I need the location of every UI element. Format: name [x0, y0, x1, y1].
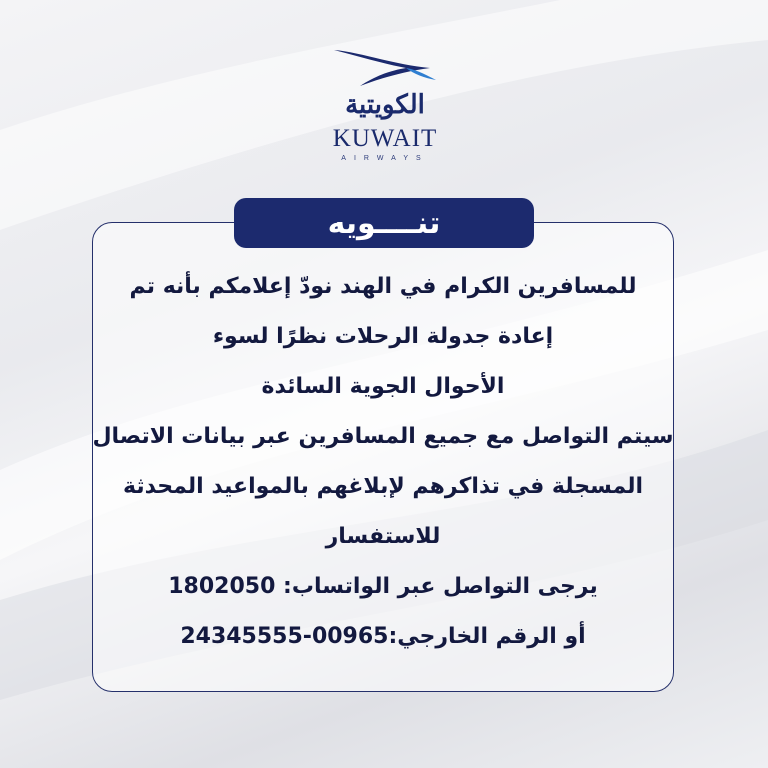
notice-line-phone: أو الرقم الخارجي:00965-24345555 [180, 624, 586, 649]
notice-line: للاستفسار [325, 524, 441, 549]
notice-body [92, 262, 674, 662]
brand-name-arabic: الكويتية [345, 90, 425, 120]
notice-line: المسجلة في تذاكرهم لإبلاغهم بالمواعيد المحدثة [122, 474, 644, 499]
brand-name-english: KUWAIT [332, 125, 438, 152]
notice-title: تنــــويه [327, 205, 441, 241]
notice-line: إعادة جدولة الرحلات نظرًا لسوء [212, 324, 554, 349]
bird-emblem-icon [320, 42, 450, 92]
notice-line: الأحوال الجوية السائدة [261, 374, 505, 399]
kuwait-airways-logo [320, 42, 450, 170]
notice-title-badge [234, 198, 534, 248]
brand-subtitle: AIRWAYS [341, 155, 429, 162]
notice-line: للمسافرين الكرام في الهند نودّ إعلامكم بأنه تم [129, 274, 637, 299]
notice-line: سيتم التواصل مع جميع المسافرين عبر بيانات الاتصال [92, 424, 674, 449]
notice-line-whatsapp: يرجى التواصل عبر الواتساب: 1802050 [168, 574, 598, 599]
